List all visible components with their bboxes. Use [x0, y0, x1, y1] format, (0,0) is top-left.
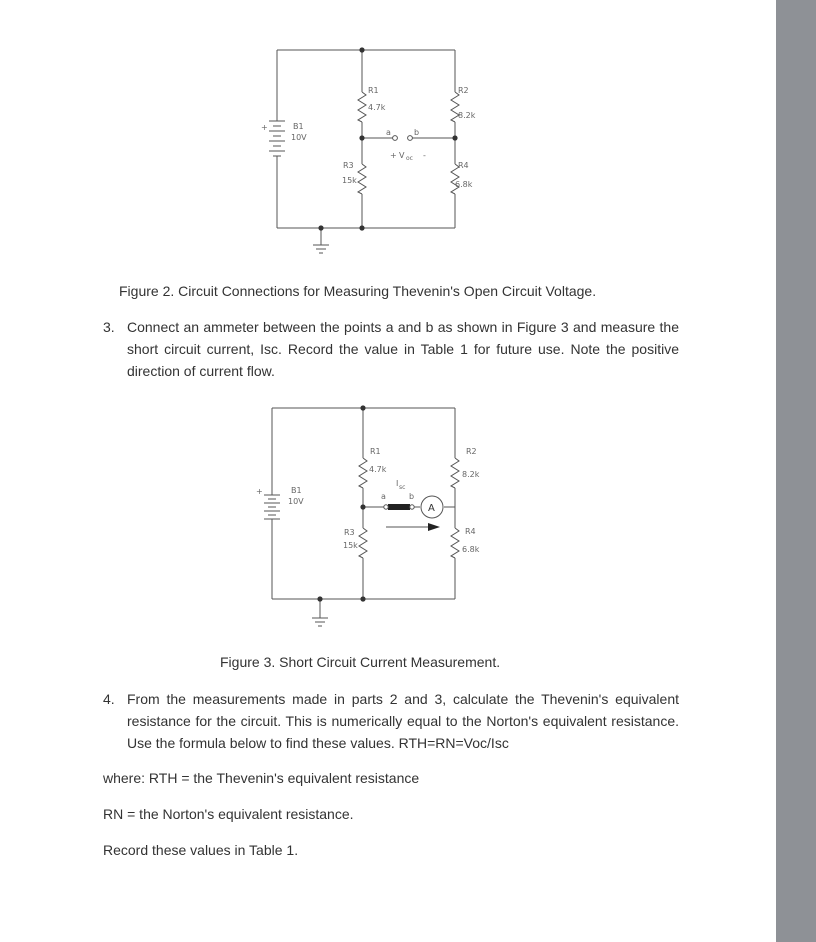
fig3-r4-value: 6.8k: [462, 545, 480, 554]
step-3-number: 3.: [103, 319, 115, 335]
fig2-b1-label: B1: [293, 122, 304, 131]
step-3-text: Connect an ammeter between the points a and b as shown in Figure 3 and measure the short circuit current, Isc. Record the value in Table 1 for future use. Note the positive direction of current flow.: [127, 319, 679, 379]
fig2-r3-value: 15k: [342, 176, 357, 185]
fig3-node-b: b: [409, 492, 415, 501]
fig3-r1-label: R1: [370, 447, 381, 456]
fig2-r3-label: R3: [343, 161, 354, 170]
fig3-battery-plus: +: [256, 487, 263, 496]
fig2-battery-plus: +: [261, 123, 268, 132]
fig2-r4-label: R4: [458, 161, 469, 170]
step-4-text: From the measurements made in parts 2 and 3, calculate the Thevenin's equivalent resistance for the circuit. This is numerically equal to the Norton's equivalent resistance. Use the formula below to find these values. RTH=RN=Voc/Isc: [127, 691, 679, 751]
fig3-isc-sub: sc: [399, 484, 406, 491]
figure-3-circuit: [250, 400, 510, 645]
fig3-node-a: a: [381, 492, 386, 501]
fig3-r2-label: R2: [466, 447, 477, 456]
fig3-r3-label: R3: [344, 528, 355, 537]
fig3-b1-label: B1: [291, 486, 302, 495]
fig2-voc-label: V: [399, 151, 405, 160]
fig2-node-b: b: [414, 128, 420, 137]
figure-2-circuit: [250, 40, 510, 270]
fig3-r1-value: 4.7k: [369, 465, 387, 474]
fig2-voc-plus: +: [390, 151, 397, 160]
step-4-number: 4.: [103, 691, 115, 707]
step-4-paragraph: [103, 688, 679, 754]
fig3-isc-label: I: [396, 479, 399, 488]
fig3-ammeter-label: A: [428, 503, 435, 514]
fig2-node-a: a: [386, 128, 391, 137]
fig3-r4-label: R4: [465, 527, 476, 536]
step-3-paragraph: [103, 316, 679, 382]
fig2-r2-value: 8.2k: [458, 111, 476, 120]
fig2-r2-label: R2: [458, 86, 469, 95]
fig2-r4-value: 6.8k: [455, 180, 473, 189]
fig3-r2-value: 8.2k: [462, 470, 480, 479]
vertical-scrollbar[interactable]: [776, 0, 816, 942]
figure-2-caption: Figure 2. Circuit Connections for Measuring Thevenin's Open Circuit Voltage.: [119, 283, 597, 299]
where-rth-line: where: RTH = the Thevenin's equivalent resistance: [103, 770, 420, 786]
fig3-r3-value: 15k: [343, 541, 358, 550]
rn-definition-line: RN = the Norton's equivalent resistance.: [103, 806, 354, 822]
fig2-r1-label: R1: [368, 86, 379, 95]
fig3-b1-value: 10V: [288, 497, 304, 506]
record-values-line: Record these values in Table 1.: [103, 842, 299, 858]
fig2-voc-minus: -: [423, 151, 426, 160]
fig2-b1-value: 10V: [291, 133, 307, 142]
fig2-r1-value: 4.7k: [368, 103, 386, 112]
fig2-voc-sub: oc: [406, 155, 413, 162]
figure-3-caption: Figure 3. Short Circuit Current Measurement.: [220, 654, 501, 670]
